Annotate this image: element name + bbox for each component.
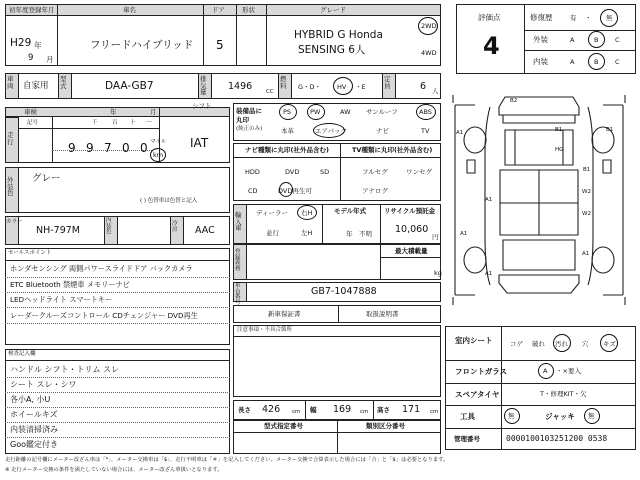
one-label: 一: [146, 120, 152, 126]
equip-pw: PW: [310, 108, 321, 116]
model-year-label: モデル年式: [334, 207, 367, 215]
ext-color-label: 外装色: [7, 176, 14, 197]
fuel-label: 燃料: [280, 75, 287, 90]
ext-grade-b: B: [594, 36, 599, 44]
model-code: DAA-GB7: [105, 80, 154, 92]
navi-sd: SD: [320, 168, 330, 176]
equip-title-1: 装備品に: [236, 107, 262, 115]
warranty-label: 新車保証書: [268, 310, 301, 318]
footer-note-2: ※ 走行メーター交換の条件を満たしていない場合には、メーター改ざん車扱いとなります。: [5, 467, 223, 473]
import-label: 輸入車: [235, 211, 242, 232]
damage-label-b1-mid: B1: [583, 167, 591, 173]
footer-note-1: 走行距離の記号欄にメーター改ざん車は「*」、メーター交換車は「$」、走行不明車は「＃」を記入してください。メーター交換で合算表示した場合には「合」と「$」は必要となります。: [5, 457, 449, 463]
inspector-line-5: 内装清掃済み: [10, 425, 58, 434]
tv-oneseg: ワンセグ: [406, 168, 432, 176]
int-grade-a: A: [570, 58, 575, 66]
seat-opt-yogore: 汚れ: [555, 340, 568, 348]
docs-row: [233, 305, 441, 323]
length-label: 長さ: [238, 406, 251, 414]
type-label: 型式: [60, 75, 67, 90]
drive-2wd: 2WD: [421, 22, 437, 30]
category-label: 類別区分番号: [366, 422, 405, 430]
sales-points-title: セールスポイント: [8, 250, 52, 256]
inspector-line-3: 各小A, 小U: [10, 395, 51, 404]
ac-value: AAC: [195, 225, 215, 236]
damage-label-a1-lower: A1: [460, 231, 468, 237]
sales-line-1: ホンダセンシング 両側パワースライドドア バックカメラ: [10, 264, 193, 273]
glass-grade-a: A: [543, 367, 548, 375]
exterior-label: 外装: [533, 35, 548, 44]
fuel-hv: HV: [337, 83, 347, 91]
import-dealer: ディーラー: [256, 209, 288, 217]
usage: 自家用: [23, 81, 49, 91]
damage-label-a1-left: A1: [456, 130, 464, 136]
ext-color-note: ( ) 色替車は色替と記入: [140, 198, 198, 204]
equip-abs: ABS: [419, 108, 432, 116]
int-grade-c: C: [615, 58, 620, 66]
chassis-label: 車台番号: [235, 283, 241, 306]
repair-label: 修復歴: [530, 13, 553, 22]
grade-line2: SENSING 6人: [298, 44, 366, 56]
damage-label-b1-right: B1: [606, 127, 614, 133]
length-unit: cm: [292, 409, 301, 415]
navi-dvd-play: DVD再生可: [278, 187, 312, 195]
car-name: フリードハイブリッド: [90, 39, 194, 51]
import-right-h: 右H: [301, 209, 313, 217]
jack-none: 無: [588, 412, 595, 420]
car-body-diagram: [445, 85, 636, 315]
tv-title: TV種類に丸印(社外品含む): [352, 146, 433, 154]
height-unit: cm: [430, 409, 439, 415]
capacity-label: 定員: [384, 75, 391, 90]
ten-label: 十: [130, 120, 136, 126]
import-parallel: 並行: [266, 229, 279, 237]
seat-opt-kizu: キズ: [603, 340, 616, 348]
insp-month: 月: [150, 108, 157, 116]
sales-line-3: LEDヘッドライト スマートキー: [10, 295, 113, 304]
registration-label: 登録義務: [235, 249, 241, 272]
insp-year: 年: [110, 108, 117, 116]
interior-color-label: 内装色: [106, 218, 112, 235]
color-code-label: カラー: [6, 219, 23, 225]
admin-label: 管理番号: [454, 435, 480, 443]
reg-era-year: H29: [10, 37, 32, 49]
fuel-other: ・E: [355, 83, 366, 91]
fuel-options: G・D・: [298, 83, 322, 91]
inspection-label: 車検: [24, 108, 37, 116]
displacement-label: 排気量: [200, 75, 207, 96]
door-label: ドア: [212, 6, 225, 14]
admin-value: 0000100103251200 0538: [506, 434, 608, 443]
import-left-h: 左H: [301, 229, 313, 237]
equip-aw: AW: [340, 108, 351, 116]
equip-title-2: 丸印: [236, 116, 249, 124]
int-grade-b: B: [594, 58, 599, 66]
ac-label: 冷房: [172, 221, 178, 233]
sales-line-2: ETC Bluetooth 禁煙車 メモリーナビ: [10, 280, 130, 289]
repair-none: 無: [606, 14, 613, 22]
ext-grade-a: A: [570, 36, 575, 44]
tools-label: 工具: [460, 412, 475, 421]
equip-leather: 本革: [281, 127, 294, 135]
score-label: 評価点: [478, 13, 501, 22]
max-load-label: 最大積載量: [395, 247, 428, 255]
equip-navi: ナビ: [376, 127, 389, 135]
thousand-label: 千: [92, 120, 98, 126]
odo-digit-5: 0: [140, 141, 148, 155]
equip-ps: PS: [283, 108, 292, 116]
chassis-value: GB7-1047888: [311, 286, 377, 297]
type-spec-label: 型式指定番号: [264, 422, 303, 430]
damage-label-a1-bottom-right: A1: [582, 251, 590, 257]
seat-label: 室内シート: [455, 336, 493, 345]
cc-unit: CC: [266, 89, 274, 95]
ext-color-value: グレー: [32, 173, 61, 184]
capacity: 6: [420, 81, 427, 92]
model-year-value: 年 不明: [346, 230, 372, 238]
car-name-label: 車名: [123, 6, 136, 14]
km-label: km: [153, 151, 164, 159]
spare-label: スペアタイヤ: [455, 390, 500, 399]
equip-sunroof: サンルーフ: [366, 108, 398, 116]
tv-fullseg: フルセグ: [362, 168, 388, 176]
equip-title-3: (純正のみ): [236, 126, 263, 132]
height-value: 171: [402, 404, 421, 415]
hundred-label: 百: [112, 120, 118, 126]
length-value: 426: [262, 404, 281, 415]
width-label: 幅: [310, 406, 317, 414]
damage-label-b1-top: B1: [555, 127, 563, 133]
manual-label: 取扱説明書: [366, 310, 399, 318]
defect-label: 注意事項・不具合箇所: [237, 327, 293, 333]
grade-line1: HYBRID G Honda: [294, 29, 383, 41]
seat-opt-ana: 穴: [582, 340, 589, 348]
travel-label: 走行: [7, 131, 14, 146]
spare-options: T・修理KIT・欠: [540, 390, 587, 398]
recycle-value: 10,060: [395, 224, 429, 235]
damage-label-w2-top: W2: [582, 189, 591, 195]
year-suffix: 年: [34, 41, 42, 50]
shape-label: 形状: [242, 6, 255, 14]
door-count: 5: [216, 38, 224, 52]
grade-label: グレード: [320, 6, 346, 14]
interior-label: 内装: [533, 57, 548, 66]
sales-line-4: レーダークルーズコントロール CDチェンジャー DVD再生: [10, 311, 198, 320]
navi-dvd: DVD: [285, 168, 300, 176]
tv-analog: アナログ: [362, 187, 388, 195]
color-code-value: NH-797M: [36, 225, 81, 236]
equip-airbag: エアバック: [315, 127, 347, 135]
repair-yes: 有: [570, 14, 577, 22]
seat-opt-koge: コゲ: [510, 340, 523, 348]
max-load-unit: kg: [434, 269, 442, 277]
damage-label-a1-mid: A1: [485, 197, 493, 203]
glass-grade-x: ・×要入: [556, 367, 581, 375]
inspector-title: 検査記入欄: [8, 351, 36, 357]
jack-label: ジャッキ: [545, 412, 575, 421]
recycle-yen: 円: [432, 233, 439, 241]
shift-value: IAT: [190, 136, 209, 150]
odo-digit-4: 0: [122, 141, 130, 155]
person-unit: 人: [432, 87, 439, 95]
damage-label-w2-bottom: W2: [582, 211, 591, 217]
inspector-line-6: Goo鑑定付き: [10, 440, 58, 449]
month-suffix: 月: [46, 55, 54, 64]
ext-grade-c: C: [615, 36, 620, 44]
recycle-label: リサイクル預託金: [384, 207, 436, 215]
equip-tv: TV: [421, 127, 430, 135]
height-label: 高さ: [377, 406, 390, 414]
inspector-line-2: シート スレ・シワ: [10, 380, 77, 389]
navi-cd: CD: [248, 187, 258, 195]
navi-hdd: HDD: [245, 168, 260, 176]
width-value: 169: [333, 404, 352, 415]
mile-label: マイル: [150, 139, 167, 145]
displacement: 1496: [228, 81, 253, 92]
shift-label: シフト: [192, 102, 212, 110]
record-label: 記号: [27, 120, 39, 126]
inspector-line-1: ハンドル シフト・トリム スレ: [10, 365, 120, 374]
damage-label-a1-bottom-left: A1: [485, 271, 493, 277]
reg-month: 9: [28, 53, 34, 63]
damage-label-hg: HG: [555, 147, 564, 153]
odo-digit-3: 7: [104, 141, 112, 155]
odo-digit-2: 9: [86, 141, 94, 155]
damage-label-b2: B2: [510, 98, 518, 104]
first-reg-label: 初年度登録年月: [9, 6, 55, 14]
tools-none: 無: [508, 412, 515, 420]
front-glass-label: フロントガラス: [455, 367, 508, 376]
width-unit: cm: [360, 409, 369, 415]
inspector-line-4: ホイールキズ: [10, 410, 58, 419]
drive-4wd: 4WD: [421, 49, 437, 57]
odo-digit-1: 9: [68, 141, 76, 155]
score-value: 4: [483, 32, 500, 60]
vehicle-label: 車両: [7, 75, 14, 90]
navi-title: ナビ種類に丸印(社外品含む): [245, 146, 329, 154]
seat-opt-yabure: 破れ: [532, 340, 545, 348]
